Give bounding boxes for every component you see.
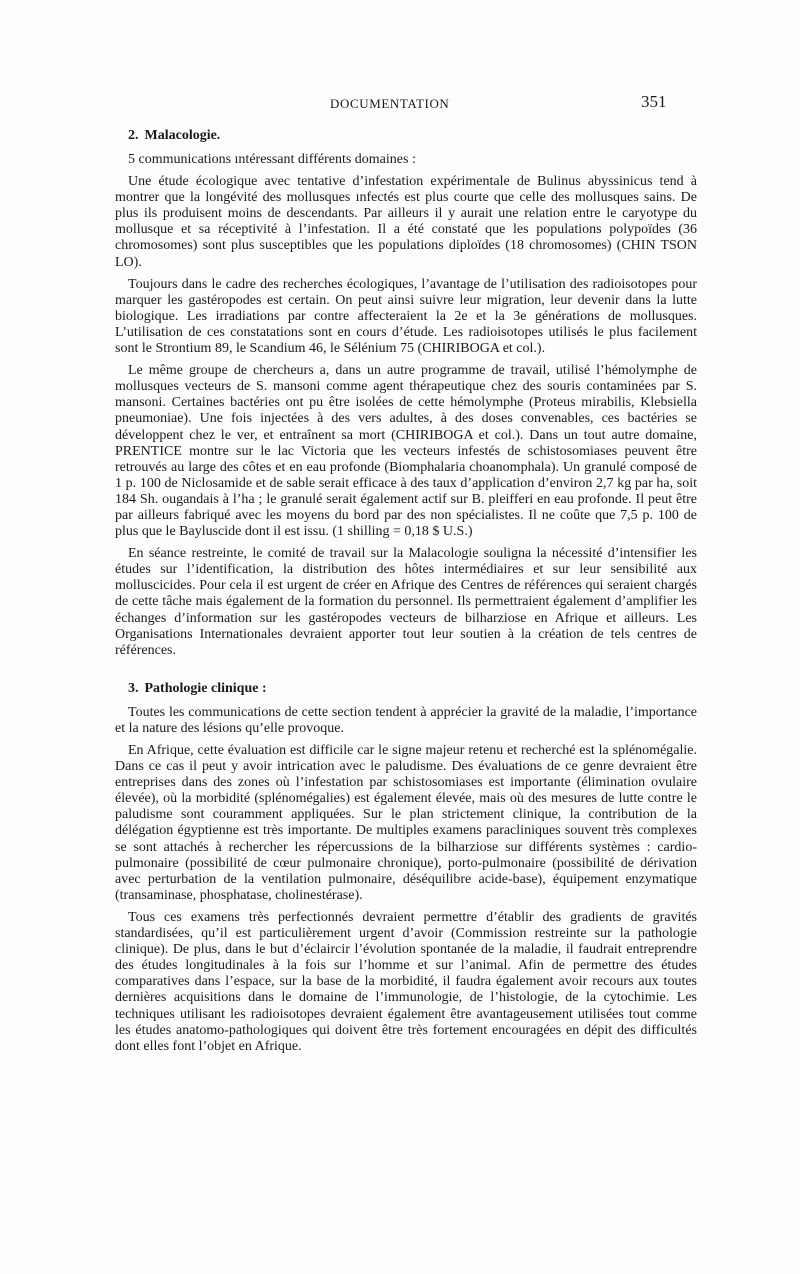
- section-title: Pathologie clinique :: [144, 680, 267, 696]
- section-heading-pathologie: [128, 680, 697, 697]
- section-heading-malacologie: [128, 127, 697, 144]
- paragraph: Tous ces examens très perfectionnés devraient permettre d’établir des gradients de gravités standardisées, qu’il est particulièrement urgent d’avoir (Commission restreinte sur la pathologie clinique). De plus, dans le but d’éclaircir l’évolution spontanée de la maladie, il faudrait entreprendre des études longitudinales à la fois sur l’homme et sur l’animal. Afin de permettre des études comparatives dans l’espace, sur la base de la morbidité, il faudra également avoir recours aux toutes dernières acquisitions dans le domaine de l’immunologie, de l’histologie, de la cytochimie. Les techniques utilisant les radioisotopes devraient également être avantageusement utilisées tout comme les études anatomo-pathologiques qui doivent être très fortement encouragées en dépit des difficultés dont elles font l’objet en Afrique.: [115, 909, 697, 1054]
- running-head: [0, 92, 800, 116]
- section-number: 3.: [128, 680, 139, 696]
- paragraph: En séance restreinte, le comité de travail sur la Malacologie souligna la nécessité d’intensifier les études sur l’identification, la distribution des hôtes intermédiaires et sur leur sensibilité aux molluscicides. Pour cela il est urgent de créer en Afrique des Centres de références qui seraient chargés de cette tâche mais également de la formation du personnel. Ils permettraient également d’amplifier les échanges d’information sur les gastéropodes vecteurs de bilharziose en Afrique et ailleurs. Les Organisations Internationales devraient apporter tout leur soutien à la création de tels centres de références.: [115, 546, 697, 658]
- paragraph: En Afrique, cette évaluation est difficile car le signe majeur retenu et recherché est la splénomégalie. Dans ce cas il peut y avoir intrication avec le paludisme. Des évaluations de ce genre devraient être entreprises dans des zones où l’infestation par schistosomiases est importante (élimination ovulaire élevée), où la morbidité (splénomégalies) est également élevée, mais où des mesures de lutte contre le paludisme sont couramment appliquées. Sur le plan strictement clinique, la contribution de la délégation égyptienne est très importante. De multiples examens paracliniques souvent très complexes se sont attachés à rechercher les répercussions de la bilharziose sur différents systèmes : cardio-pulmonaire (possibilité de cœur pulmonaire chronique), porto-pulmonaire (possibilité de dérivation avec perturbation de la ventilation pulmonaire, déséquilibre acide-base), équipement enzymatique (transaminase, phosphatase, cholinestérase).: [115, 743, 697, 903]
- paragraph: 5 communications ıntéressant différents domaines :: [128, 152, 416, 167]
- page-number: 351: [641, 92, 667, 111]
- section-divider-space: [115, 665, 697, 675]
- section-title: Malacologie.: [144, 128, 221, 143]
- paragraph: Toutes les communications de cette section tendent à apprécier la gravité de la maladie, l’importance et la nature des lésions qu’elle provoque.: [115, 704, 697, 736]
- section-number: 2.: [128, 128, 139, 143]
- paragraph: Une étude écologique avec tentative d’infestation expérimentale de Bulinus abyssinicus tend à montrer que la longévité des mollusques ınfectés est plus courte que celle des mollusques sains. De plus ils produisent moins de descendants. Par ailleurs il y aurait une relation entre le caryotype du mollusque et sa réceptivité à l’infestation. Il a été constaté que les populations polypoïdes (36 chromosomes) sont plus susceptibles que les populations diploïdes (18 chromosomes) (CHIN TSON LO).: [115, 174, 697, 270]
- paragraph: Toujours dans le cadre des recherches écologiques, l’avantage de l’utilisation des radioisotopes pour marquer les gastéropodes est certain. On peut ainsi suivre leur migration, leur devenir dans la lutte biologique. Les irradiations par contre affecteraient la 2e et la 3e générations de mollusques. L’utilisation de ces constatations sont en cours d’étude. Les radioisotopes utilisés le plus facilement sont le Strontium 89, le Scandium 46, le Sélénium 75 (CHIRIBOGA et col.).: [115, 276, 697, 357]
- running-title: DOCUMENTATION: [330, 96, 450, 111]
- article-body: [115, 122, 697, 1061]
- paragraph: Le même groupe de chercheurs a, dans un autre programme de travail, utilisé l’hémolymphe de mollusques vecteurs de S. mansoni comme agent thérapeutique chez des souris contaminées par S. mansoni. Certaines bactéries ont pu être isolées de cette hémolymphe (Proteus mirabilis, Klebsiella pneumoniae). Une fois injectées à des vers adultes, à des doses convenables, ces bactéries se développent chez le ver, et entraînent sa mort (CHIRIBOGA et col.). Dans un tout autre domaine, PRENTICE montre sur le lac Victoria que les vecteurs infestés de schistosomiases peuvent être retrouvés au large des côtes et en eau profonde (Biomphalaria choanomphala). Un granulé composé de 1 p. 100 de Niclosamide et de sable serait efficace à des taux d’application d’environ 2,7 kg par ha, soit 184 Sh. ougandais à l’ha ; le granulé serait également actif sur B. pleifferi en eau profonde. Il peut être par ailleurs fabriqué avec les moyens du bord par des non spécialistes. Il ne coûte que 7,5 p. 100 de plus que le Bayluscide dont il est issu. (1 shilling = 0,18 $ U.S.): [115, 363, 697, 540]
